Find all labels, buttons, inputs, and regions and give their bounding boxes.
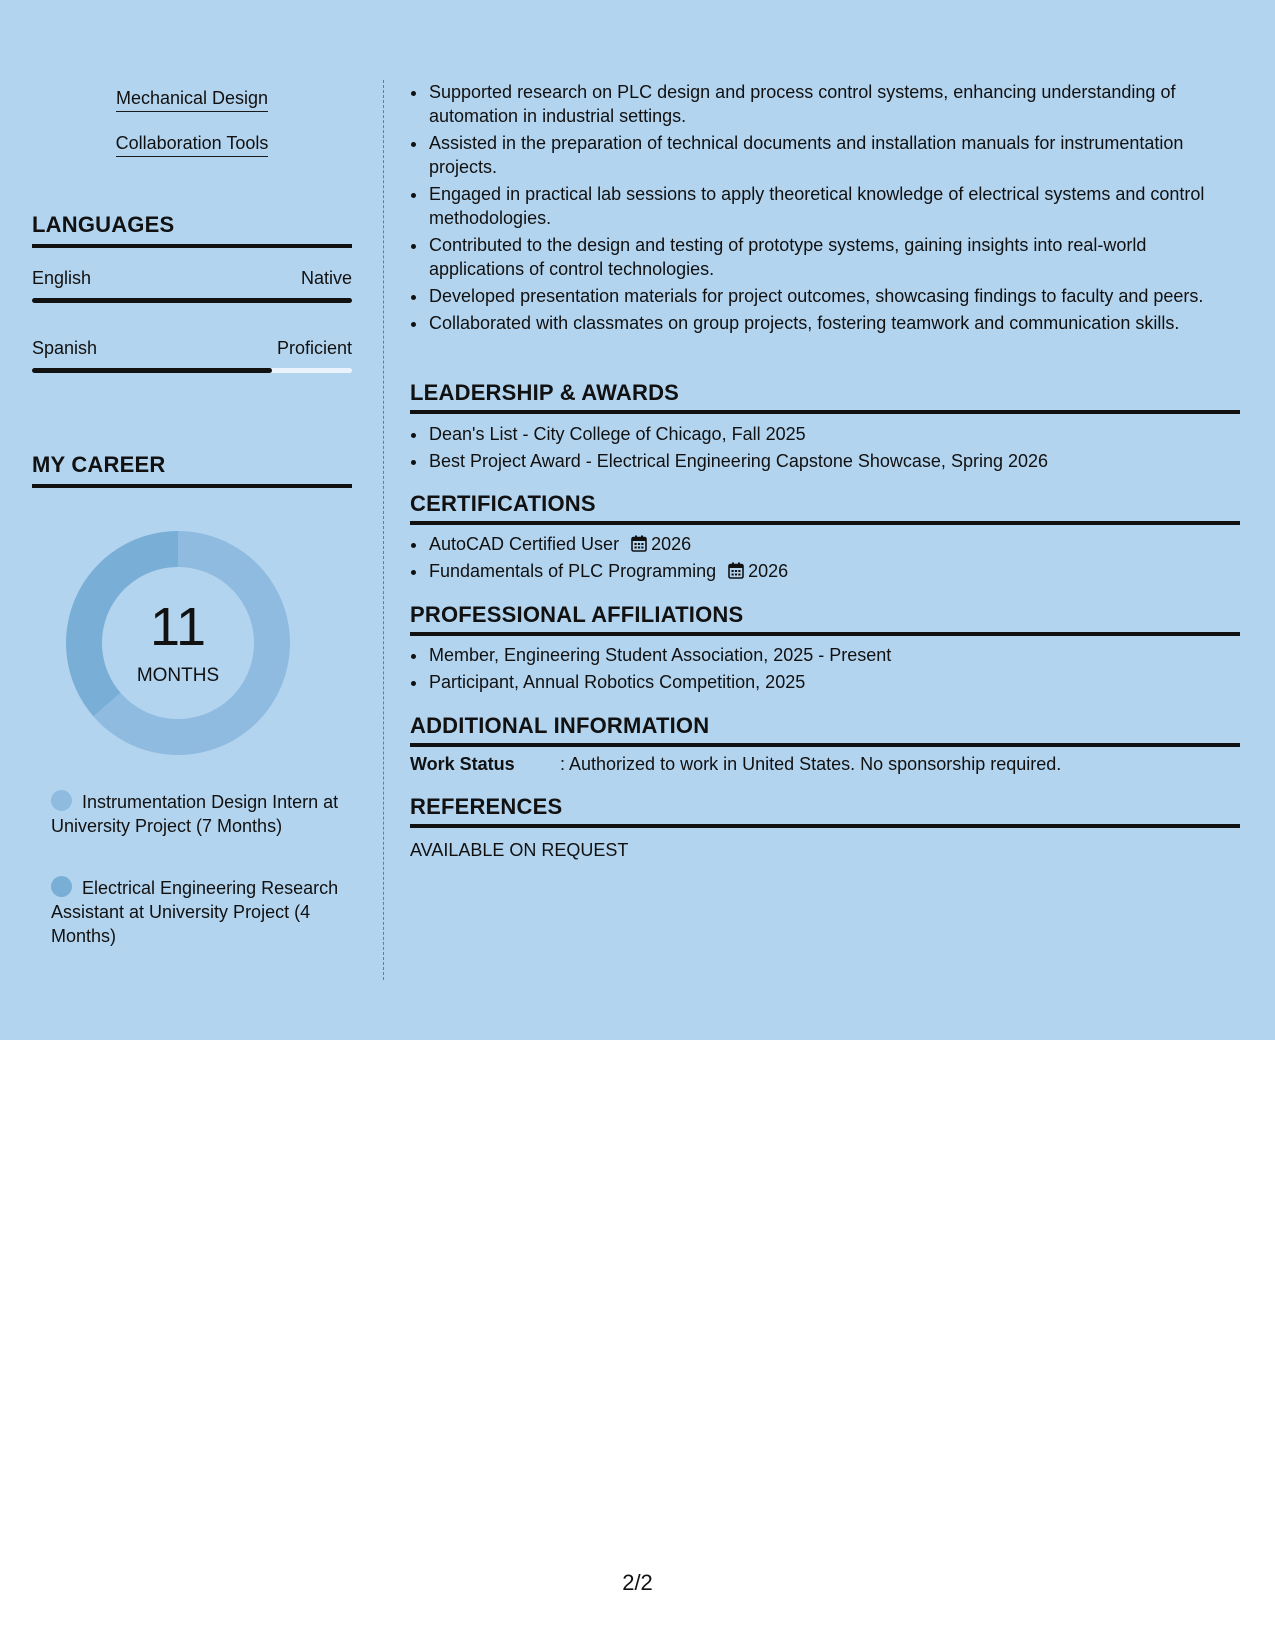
languages-heading: LANGUAGES	[32, 212, 352, 248]
career-heading: MY CAREER	[32, 452, 352, 488]
certification-item	[428, 559, 1240, 583]
experience-bullet: • Engaged in practical lab sessions to apply theoretical knowledge of electrical systems and control methodologies.	[428, 182, 1240, 230]
language-proficiency-bar	[32, 298, 352, 303]
legend-dot	[51, 790, 72, 811]
language-proficiency-bar	[32, 368, 352, 373]
language-proficiency-fill	[32, 368, 272, 373]
language-proficiency-fill	[32, 298, 352, 303]
language-row	[32, 338, 352, 359]
career-total-unit: MONTHS	[136, 665, 220, 686]
calendar-icon	[631, 535, 647, 552]
language-level: Proficient	[276, 338, 352, 358]
skill-item: Mechanical Design	[32, 88, 352, 109]
career-total-value: 11	[149, 597, 207, 657]
experience-bullet: • Collaborated with classmates on group projects, fostering teamwork and communication skills.	[428, 311, 1240, 335]
certification-year: 2026	[651, 534, 692, 554]
leadership-heading: LEADERSHIP & AWARDS	[410, 380, 1240, 414]
skill-item: Collaboration Tools	[32, 133, 352, 154]
page-number: 2/2	[622, 1570, 653, 1595]
certification-year: 2026	[748, 561, 789, 581]
career-item-label: Instrumentation Design Intern at University Project (7 Months)	[51, 792, 339, 836]
language-name: English	[32, 268, 92, 288]
experience-bullet: • Contributed to the design and testing of prototype systems, gaining insights into real-world applications of control technologies.	[428, 233, 1240, 281]
career-legend-item	[51, 790, 341, 838]
career-legend-item	[51, 876, 341, 948]
leadership-item: • Dean's List - City College of Chicago, Fall 2025	[428, 422, 1240, 446]
affiliation-item: • Member, Engineering Student Association, 2025 - Present	[428, 643, 1240, 667]
calendar-icon	[728, 562, 744, 579]
affiliations-list	[410, 643, 1240, 697]
work-status-row	[410, 754, 1240, 775]
certification-item	[428, 532, 1240, 556]
additional-info-heading: ADDITIONAL INFORMATION	[410, 713, 1240, 747]
experience-bullet: • Assisted in the preparation of technical documents and installation manuals for instrumentation projects.	[428, 131, 1240, 179]
references-heading: REFERENCES	[410, 794, 1240, 828]
career-item-label: Electrical Engineering Research Assistant at University Project (4 Months)	[51, 878, 339, 946]
leadership-item: • Best Project Award - Electrical Engineering Capstone Showcase, Spring 2026	[428, 449, 1240, 473]
experience-bullet: • Developed presentation materials for project outcomes, showcasing findings to faculty and peers.	[428, 284, 1240, 308]
work-status-value: : Authorized to work in United States. No sponsorship required.	[560, 754, 1062, 774]
leadership-list	[410, 422, 1240, 476]
work-status-label: Work Status	[410, 754, 515, 774]
experience-bullet-list	[410, 80, 1240, 338]
language-row	[32, 268, 352, 289]
affiliations-heading: PROFESSIONAL AFFILIATIONS	[410, 602, 1240, 636]
certifications-heading: CERTIFICATIONS	[410, 491, 1240, 525]
certifications-list	[410, 532, 1240, 586]
references-text: AVAILABLE ON REQUEST	[410, 840, 629, 860]
language-name: Spanish	[32, 338, 98, 358]
affiliation-item: • Participant, Annual Robotics Competition, 2025	[428, 670, 1240, 694]
language-level: Native	[300, 268, 352, 288]
certification-name: AutoCAD Certified User	[429, 534, 620, 554]
legend-dot	[51, 876, 72, 897]
certification-name: Fundamentals of PLC Programming	[429, 561, 717, 581]
column-divider	[383, 80, 384, 980]
experience-bullet: • Supported research on PLC design and process control systems, enhancing understanding of automation in industrial settings.	[428, 80, 1240, 128]
